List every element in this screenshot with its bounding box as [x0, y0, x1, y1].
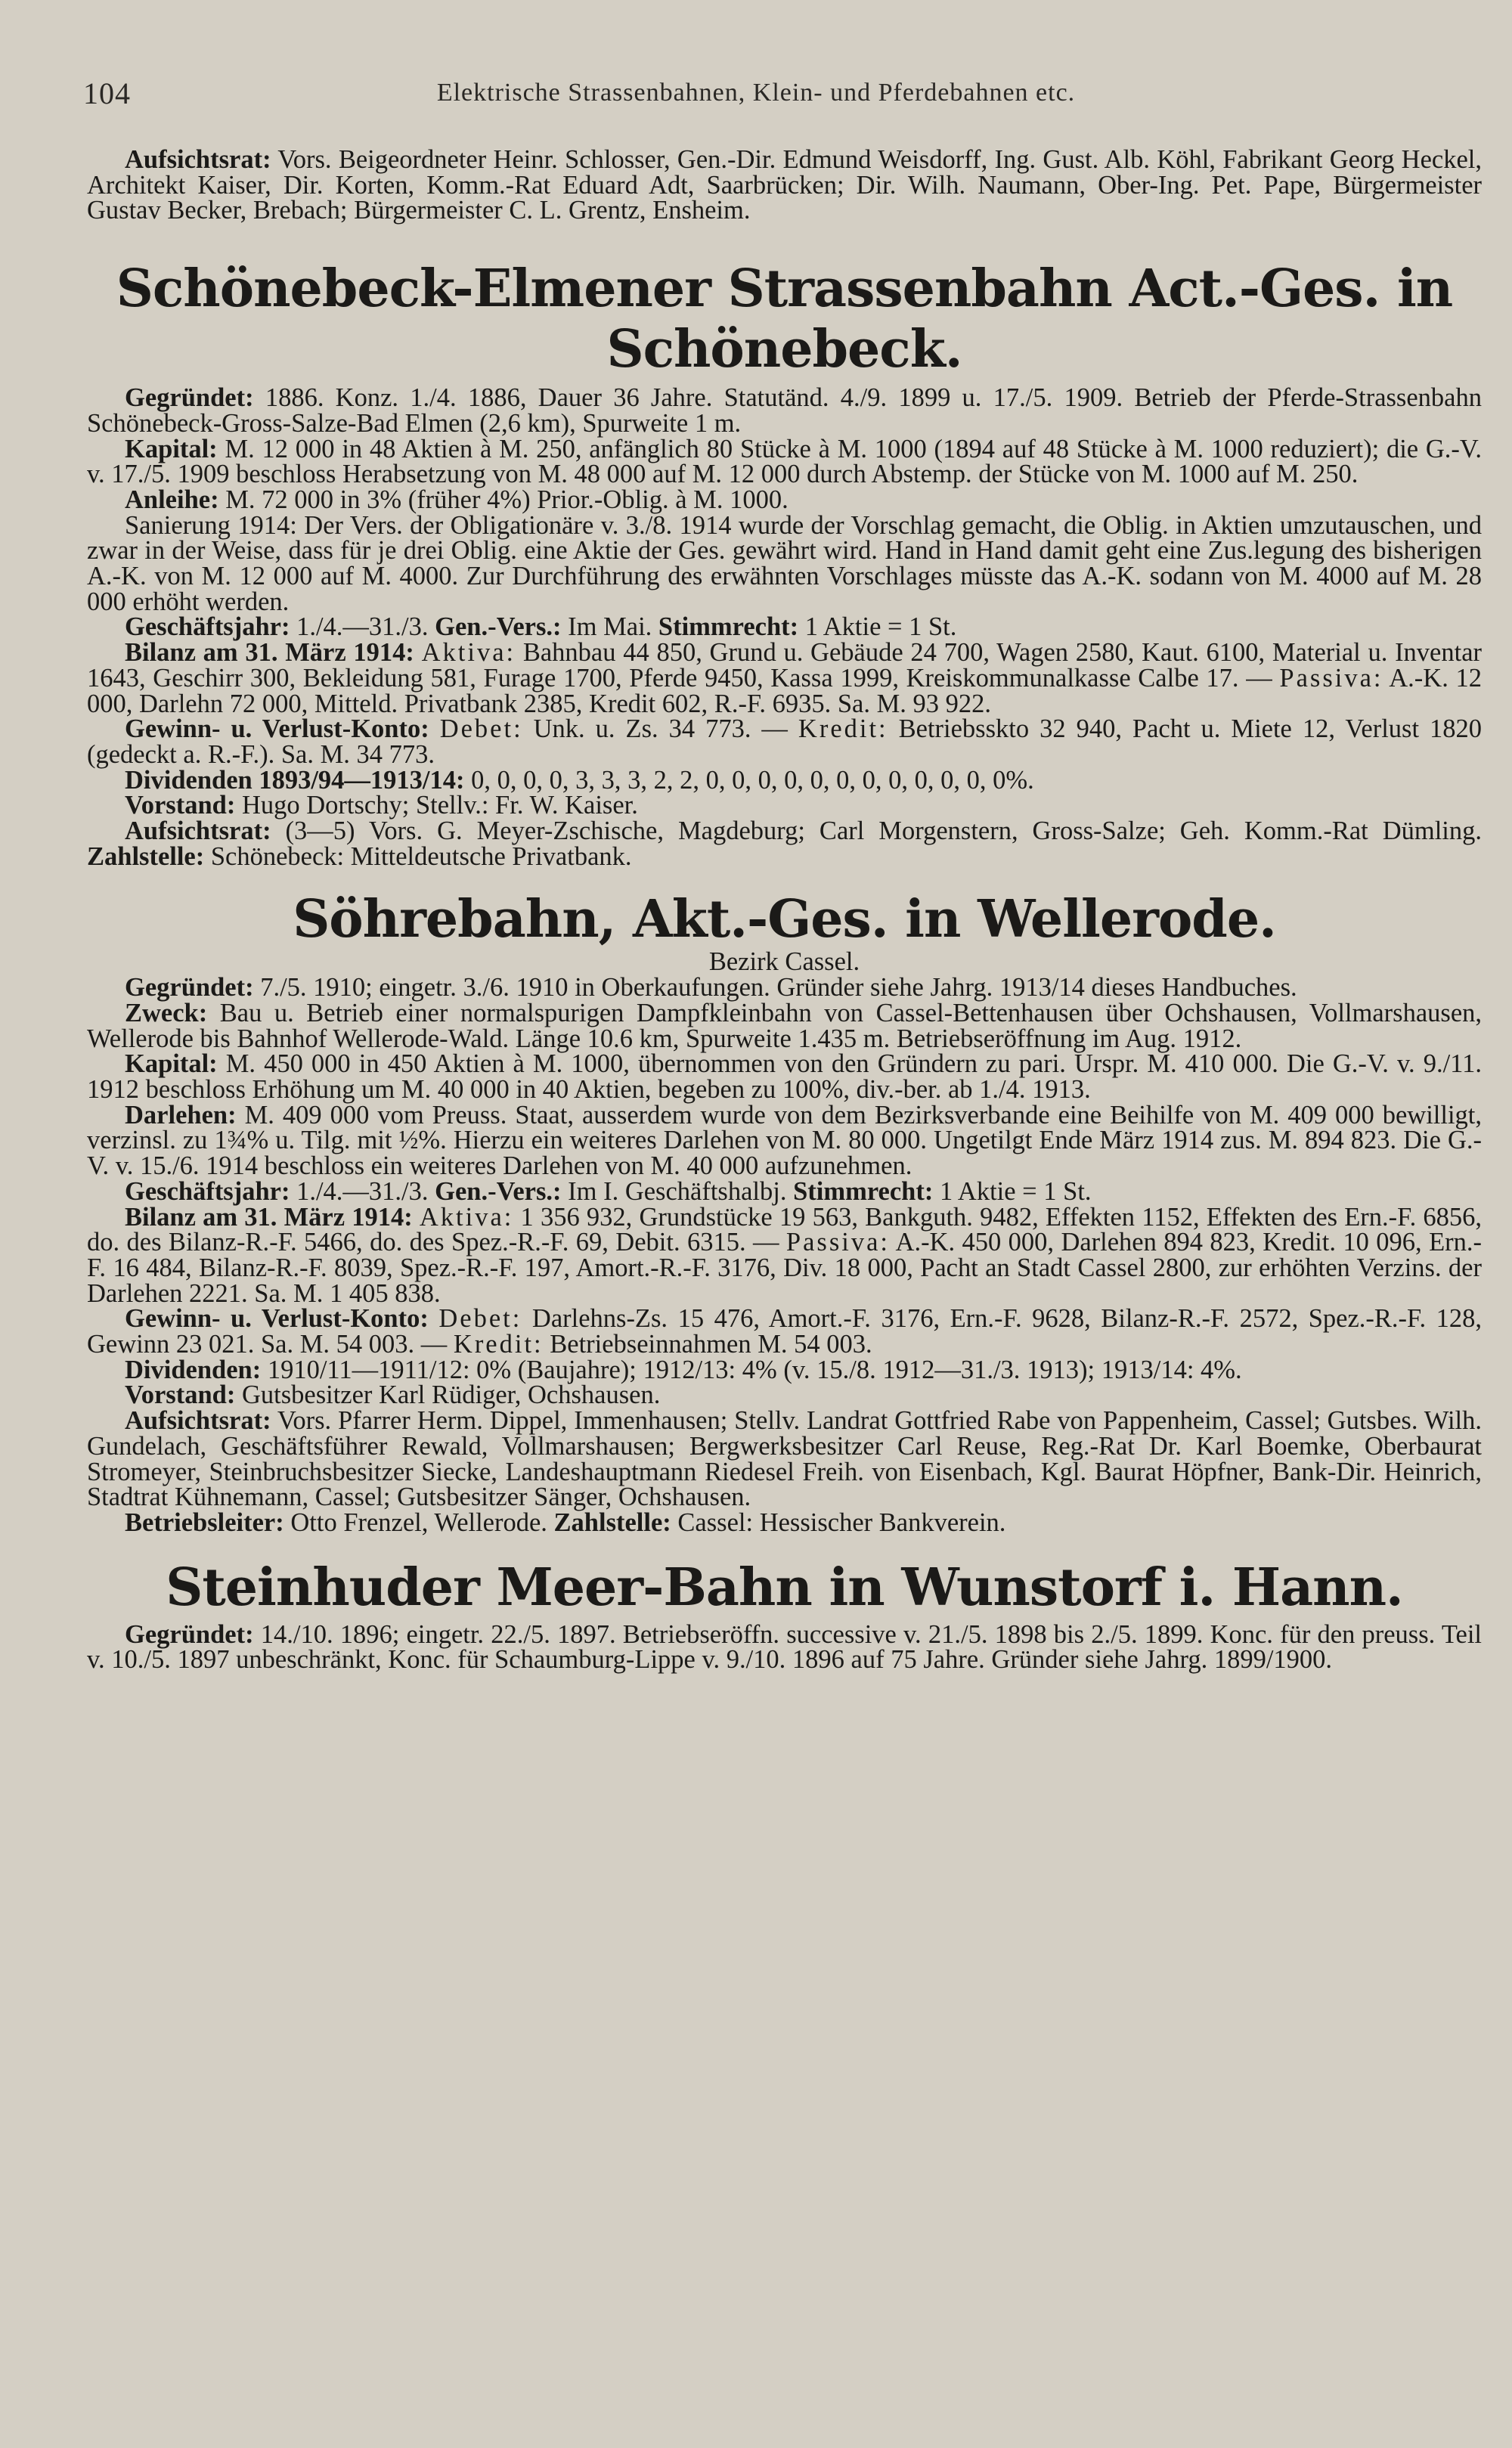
e2-kapital: Kapital: M. 450 000 in 450 Aktien à M. 1000, übernommen von den Gründern zu pari. Urspr. M. 410 000. Die G.-V. v. 9./11. 1912 beschloss Erhöhung um M. 40 000 in 40 Aktien, begeben zu 100%, div.-ber. ab 1./4. 1913.	[87, 1049, 1483, 1104]
e2-aufsichtsrat: Aufsichtsrat: Vors. Pfarrer Herm. Dippel, Immenhausen; Stellv. Landrat Gottfried Rabe von Pappenheim, Cassel; Gutsbes. Wilh. Gundelach, Geschäftsführer Rewald, Vollmarshausen; Bergwerksbesitzer Carl Reuse, Reg.-Rat Dr. Karl Boemke, Oberbaurat Stromeyer, Steinbruchsbesitzer Siecke, Landeshauptmann Riedesel Freih. von Eisenbach, Kgl. Baurat Höpfner, Bank-Dir. Heinrich, Stadtrat Kühnemann, Cassel; Gutsbesitzer Sänger, Ochshausen.	[87, 1406, 1482, 1512]
e2-zweck: Zweck: Bau u. Betrieb einer normalspurigen Dampfkleinbahn von Cassel-Bettenhausen über Ochshausen, Vollmarshausen, Wellerode bis Bahnhof Wellerode-Wald. Länge 10.6 km, Spurweite 1.435 m. Betriebseröffnung im Aug. 1912.	[87, 998, 1483, 1053]
e1-bilanz: Bilanz am 31. März 1914: Aktiva: Bahnbau 44 850, Grund u. Gebäude 24 700, Wagen 2580, Kaut. 6100, Material u. Inventar 1643, Geschirr 300, Bekleidung 581, Furage 1700, Pferde 9450, Kassa 1999, Kreiskommunalkasse Calbe 17. — Passiva: A.-K. 12 000, Darlehn 72 000, Mitteld. Privatbank 2385, Kredit 602, R.-F. 6935. Sa. M. 93 922.	[87, 638, 1483, 718]
e2-bilanz: Bilanz am 31. März 1914: Aktiva: 1 356 932, Grundstücke 19 563, Bankguth. 9482, Effekten 1152, Effekten des Ern.-F. 6856, do. des Bilanz-R.-F. 5466, do. des Spez.-R.-F. 69, Debit. 6315. — Passiva: A.-K. 450 000, Darlehen 894 823, Kredit. 10 096, Ern.-F. 16 484, Bilanz-R.-F. 8039, Spez.-R.-F. 197, Amort.-R.-F. 3176, Div. 18 000, Pacht an Stadt Cassel 2800, zur erhöhten Verzins. der Darlehen 2221. Sa. M. 1 405 838.	[87, 1202, 1483, 1308]
e1-geschaeftsjahr: Geschäftsjahr: 1./4.—31./3. Gen.-Vers.: Im Mai. Stimmrecht: 1 Aktie = 1 St.	[125, 612, 957, 642]
e2-gewinn-verlust: Gewinn- u. Verlust-Konto: Debet: Darlehns-Zs. 15 476, Amort.-F. 3176, Ern.-F. 9628, Bilanz-R.-F. 2572, Spez.-R.-F. 128, Gewinn 23 021. Sa. M. 54 003. — Kredit: Betriebseinnahmen M. 54 003.	[87, 1304, 1483, 1359]
e2-geschaeftsjahr: Geschäftsjahr: 1./4.—31./3. Gen.-Vers.: Im I. Geschäftshalbj. Stimmrecht: 1 Aktie = 1 St.	[125, 1176, 1092, 1206]
company-title-schoenebeck: Schönebeck-Elmener Strassenbahn Act.-Ges. in Schönebeck.	[116, 259, 1453, 380]
company-title-soehrebahn: Söhrebahn, Akt.-Ges. in Wellerode.	[293, 889, 1276, 950]
e2-darlehen: Darlehen: M. 409 000 vom Preuss. Staat, ausserdem wurde von dem Bezirksverbande eine Beihilfe von M. 409 000 bewilligt, verzinsl. zu 1¾% u. Tilg. mit ½%. Hierzu ein weiteres Darlehen von M. 80 000. Ungetilgt Ende März 1914 zus. M. 894 823. Die G.-V. v. 15./6. 1914 beschloss ein weiteres Darlehen von M. 40 000 aufzunehmen.	[87, 1100, 1483, 1181]
e2-betriebsleiter: Betriebsleiter: Otto Frenzel, Wellerode. Zahlstelle: Cassel: Hessischer Bankverein.	[125, 1508, 1006, 1537]
company-title-steinhuder: Steinhuder Meer-Bahn in Wunstorf i. Hann.	[166, 1557, 1403, 1618]
e2-vorstand: Vorstand: Gutsbesitzer Karl Rüdiger, Ochshausen.	[125, 1380, 661, 1410]
running-head	[83, 76, 1429, 121]
e1-gewinn-verlust: Gewinn- u. Verlust-Konto: Debet: Unk. u. Zs. 34 773. — Kredit: Betriebsskto 32 940, Pacht u. Miete 12, Verlust 1820 (gedeckt a. R.-F.). Sa. M. 34 773.	[87, 714, 1483, 769]
e1-gegruendet: Gegründet: 1886. Konz. 1./4. 1886, Dauer 36 Jahre. Statutänd. 4./9. 1899 u. 17./5. 1909. Betrieb der Pferde-Strassenbahn Schönebeck-Gross-Salze-Bad Elmen (2,6 km), Spurweite 1 m.	[87, 383, 1482, 438]
e1-aufsichtsrat: Aufsichtsrat: (3—5) Vors. G. Meyer-Zschische, Magdeburg; Carl Morgenstern, Gross-Salze; Geh. Komm.-Rat Dümling. Zahlstelle: Schönebeck: Mitteldeutsche Privatbank.	[87, 817, 1482, 871]
e2-gegruendet: Gegründet: 7./5. 1910; eingetr. 3./6. 1910 in Oberkaufungen. Gründer siehe Jahrg. 1913/14 dieses Handbuches.	[125, 973, 1297, 1002]
prev-aufsichtsrat: Aufsichtsrat: Vors. Beigeordneter Heinr. Schlosser, Gen.-Dir. Edmund Weisdorff, Ing. Gust. Alb. Köhl, Fabrikant Georg Heckel, Architekt Kaiser, Dir. Korten, Komm.-Rat Eduard Adt, Saarbrücken; Dir. Wilh. Naumann, Ober-Ing. Pet. Pape, Bürgermeister Gustav Becker, Brebach; Bürgermeister C. L. Grentz, Ensheim.	[87, 145, 1482, 225]
e1-dividenden: Dividenden 1893/94—1913/14: 0, 0, 0, 0, 3, 3, 3, 2, 2, 0, 0, 0, 0, 0, 0, 0, 0, 0, 0, 0, 0%.	[125, 765, 1034, 795]
e1-sanierung: Sanierung 1914: Der Vers. der Obligationäre v. 3./8. 1914 wurde der Vorschlag gemacht, die Oblig. in Aktien umzutauschen, und zwar in der Weise, dass für je drei Oblig. eine Aktie der Ges. gewährt wird. Hand in Hand damit geht eine Zus.legung des bisherigen A.-K. von M. 12 000 auf M. 4000. Zur Durchführung des erwähnten Vorschlages müsste das A.-K. sodann von M. 4000 auf M. 28 000 erhöht werden.	[87, 510, 1482, 616]
e1-kapital: Kapital: M. 12 000 in 48 Aktien à M. 250, anfänglich 80 Stücke à M. 1000 (1894 auf 48 Stücke à M. 1000 reduziert); die G.-V. v. 17./5. 1909 beschloss Herabsetzung von M. 48 000 auf M. 12 000 durch Abstemp. der Stücke von M. 1000 auf M. 250.	[87, 434, 1482, 489]
e2-district: Bezirk Cassel.	[708, 947, 860, 977]
e2-dividenden: Dividenden: 1910/11—1911/12: 0% (Baujahre); 1912/13: 4% (v. 15./8. 1912—31./3. 1913); 1913/14: 4%.	[125, 1355, 1242, 1384]
running-title: Elektrische Strassenbahnen, Klein- und Pferdebahnen etc.	[436, 79, 1076, 107]
page-content	[87, 147, 1482, 1673]
page-number: 104	[83, 76, 131, 110]
e3-gegruendet: Gegründet: 14./10. 1896; eingetr. 22./5. 1897. Betriebseröffn. successive v. 21./5. 1898 bis 2./5. 1899. Konc. für den preuss. Teil v. 10./5. 1897 unbeschränkt, Konc. für Schaumburg-Lippe v. 9./10. 1896 auf 75 Jahre. Gründer siehe Jahrg. 1899/1900.	[87, 1619, 1482, 1675]
e1-anleihe: Anleihe: M. 72 000 in 3% (früher 4%) Prior.-Oblig. à M. 1000.	[125, 485, 789, 514]
e1-vorstand: Vorstand: Hugo Dortschy; Stellv.: Fr. W. Kaiser.	[125, 791, 638, 820]
